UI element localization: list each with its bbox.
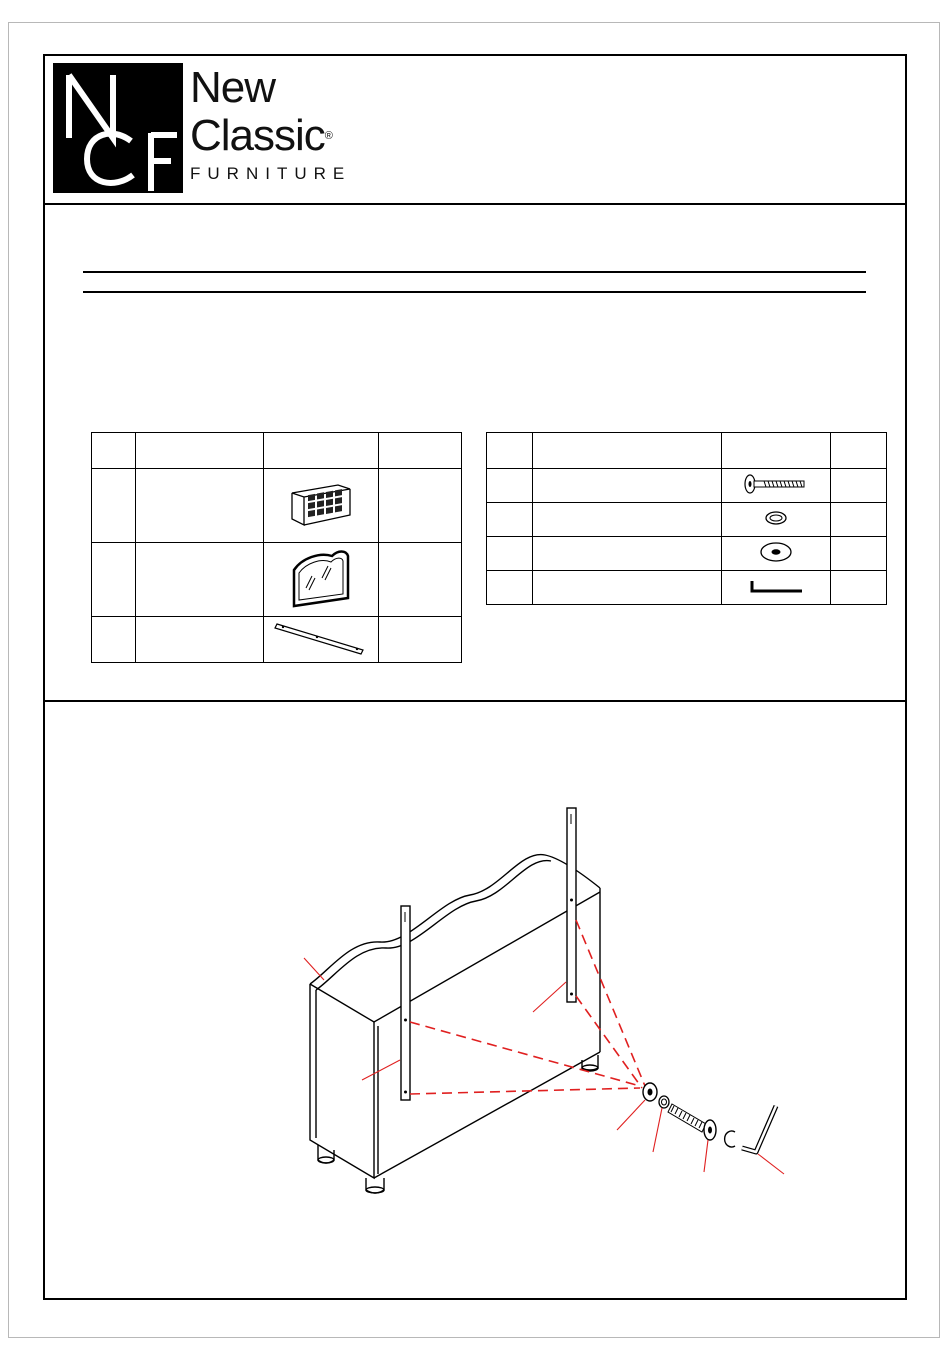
dresser-icon [310, 855, 600, 1193]
brand-classic-text: Classic [190, 111, 325, 160]
lock-washer-icon [725, 1131, 735, 1147]
flat-washer-icon [643, 1083, 657, 1101]
mirror-bracket-icon [567, 808, 576, 1002]
mirror-bracket-icon [401, 906, 410, 1100]
assembly-guide-lines [410, 920, 645, 1094]
bolt-icon [668, 1104, 716, 1140]
brand-line-new: New [190, 63, 276, 112]
registered-mark: ® [324, 130, 332, 142]
lock-washer-icon [659, 1096, 669, 1108]
part-leader-lines [304, 958, 784, 1174]
brand-line-furniture: FURNITURE [190, 164, 352, 183]
allen-key-icon [742, 1106, 776, 1152]
